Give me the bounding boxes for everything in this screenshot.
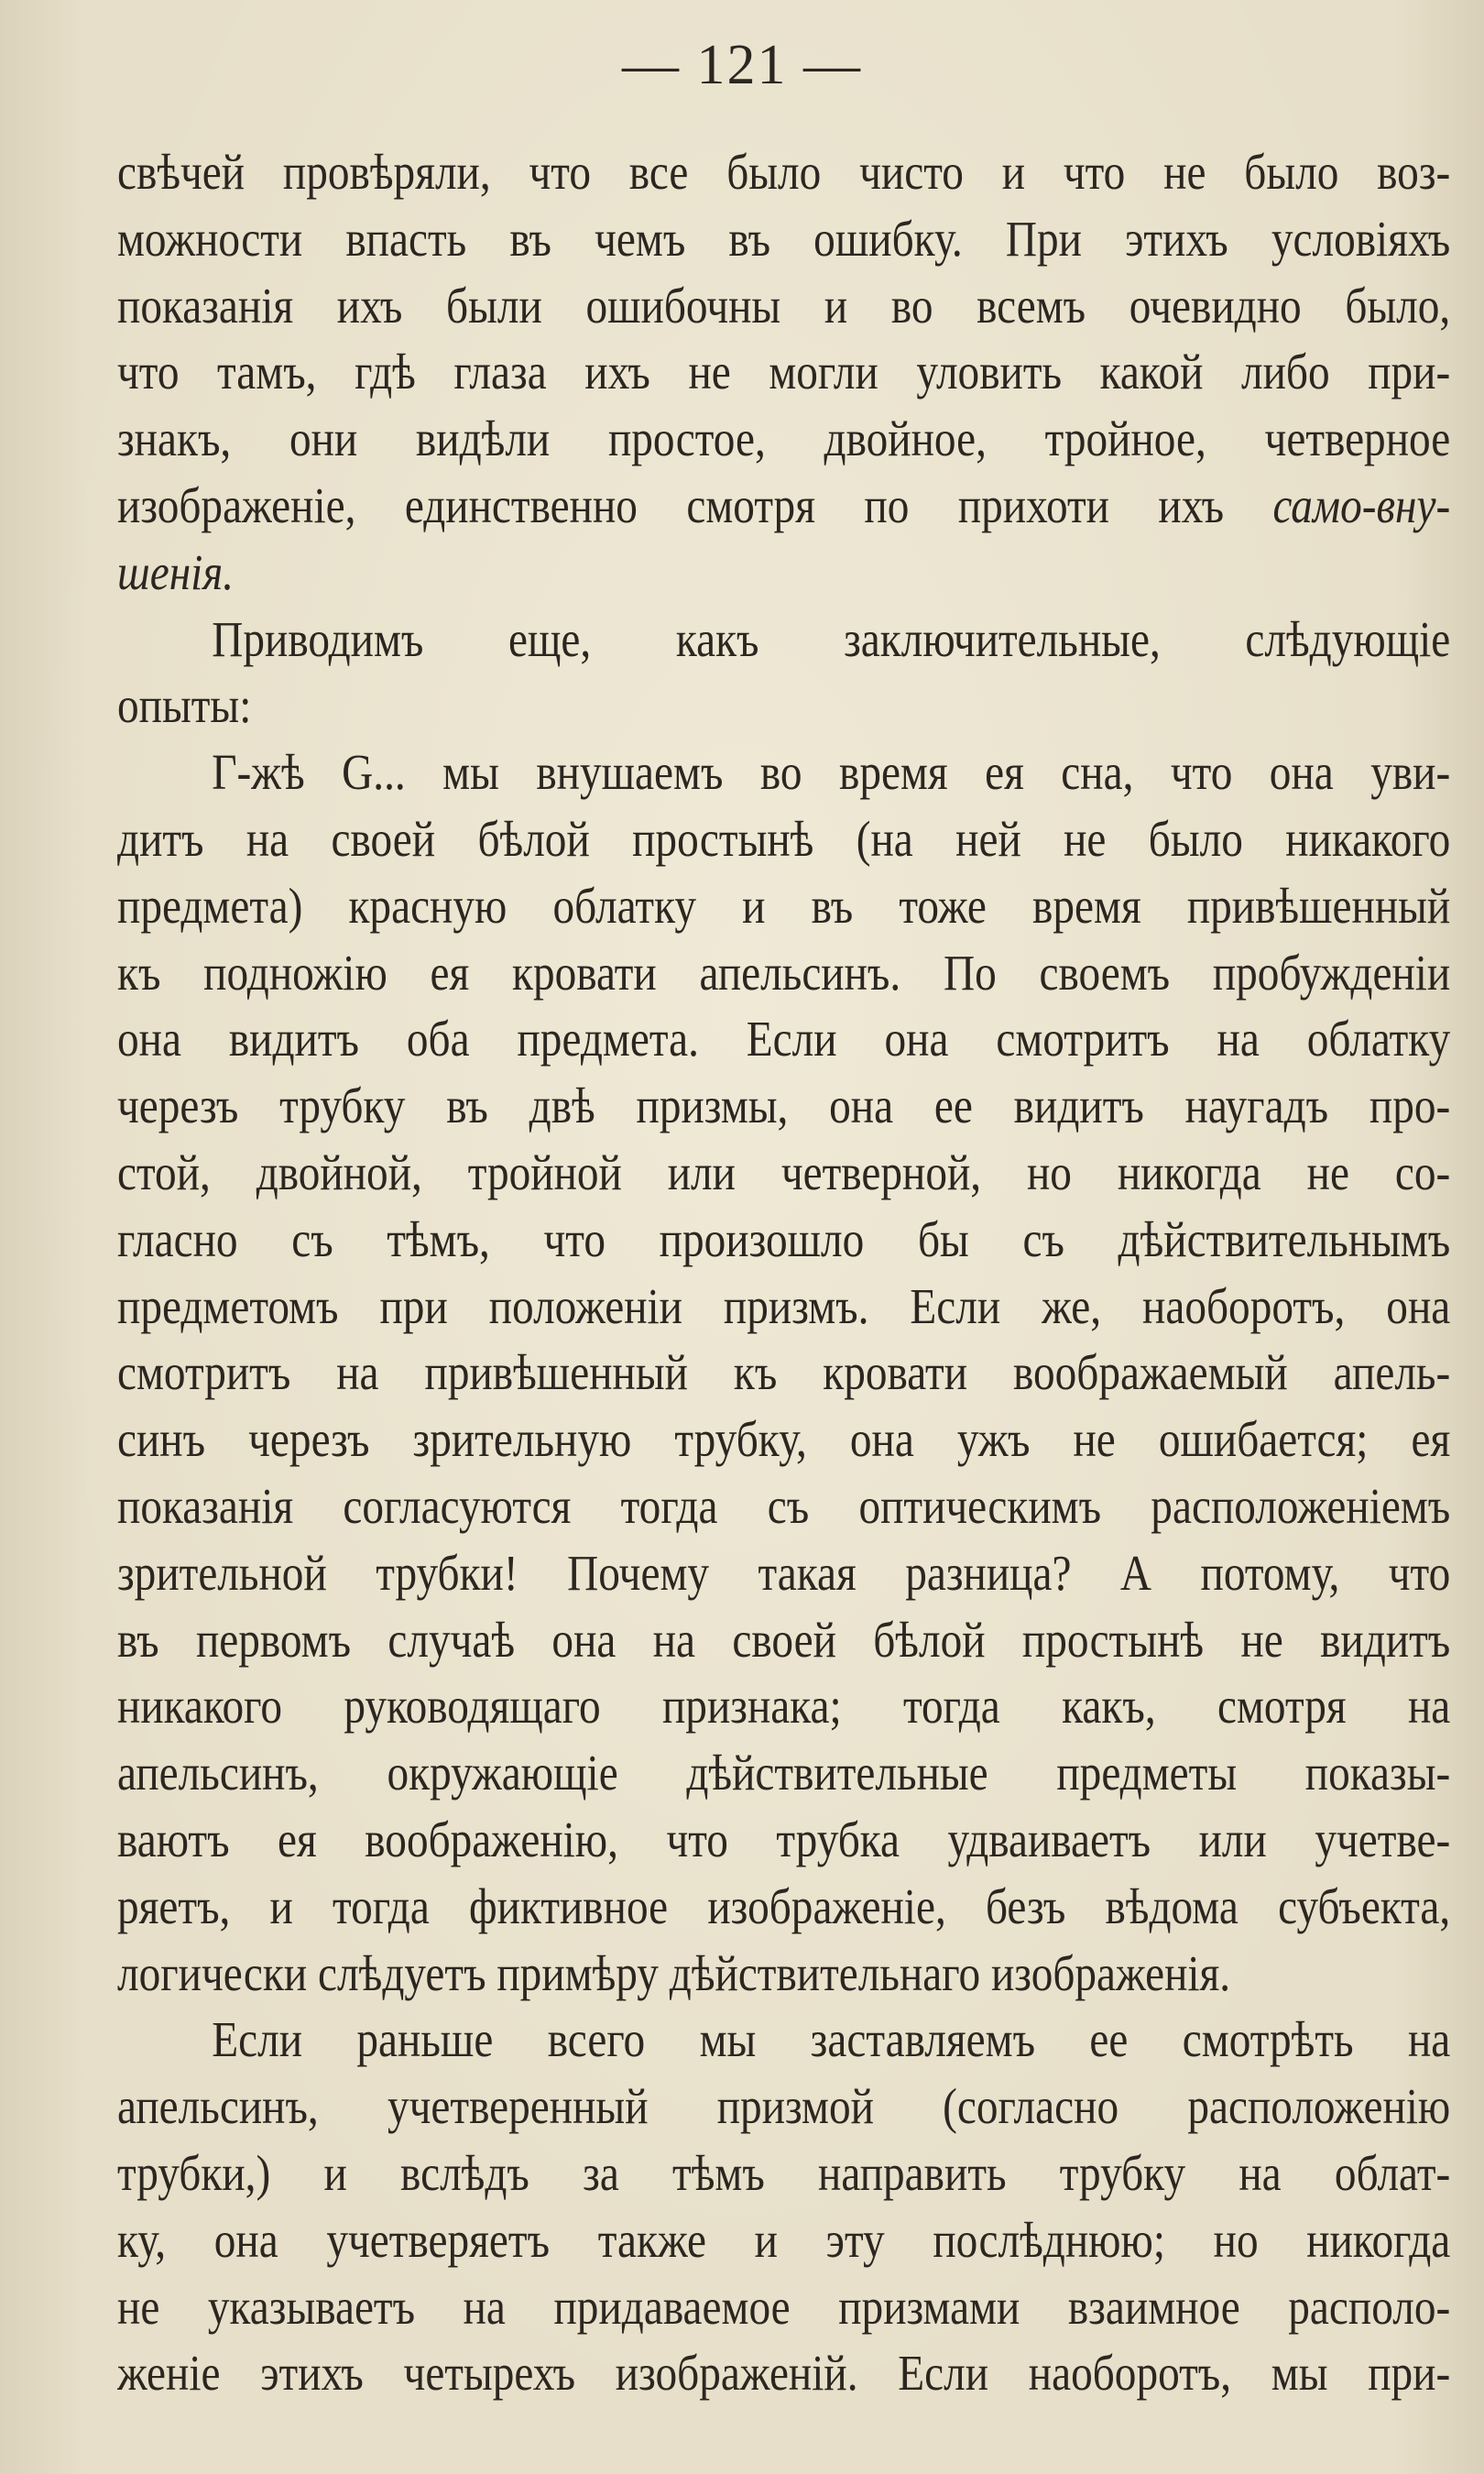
italic-text: шенія. — [117, 543, 235, 600]
line-text: Г-жѣ G... мы внушаемъ во время ея сна, что она уви- — [212, 744, 1451, 801]
text-line — [117, 473, 1450, 540]
line-text: дитъ на своей бѣлой простынѣ (на ней не было никакого — [117, 810, 1451, 867]
text-line — [117, 1006, 1450, 1073]
text-line — [117, 1340, 1450, 1407]
text-line — [117, 2074, 1450, 2140]
text-line — [117, 1673, 1450, 1740]
line-text: знакъ, они видѣли простое, двойное, тройное, четверное — [117, 411, 1451, 467]
line-text: трубки,) и вслѣдъ за тѣмъ направить трубку на облат- — [117, 2144, 1451, 2201]
line-text: можности впасть въ чемъ въ ошибку. При этихъ условіяхъ — [117, 210, 1451, 267]
line-text: никакого руководящаго признака; тогда какъ, смотря на — [117, 1678, 1451, 1735]
text-line — [117, 2274, 1450, 2341]
text-line — [117, 940, 1450, 1007]
text-line — [117, 873, 1450, 940]
line-text: показанія согласуются тогда съ оптическимъ расположеніемъ — [117, 1477, 1451, 1534]
text-line — [117, 739, 1450, 806]
text-line — [117, 139, 1450, 206]
text-line — [117, 2140, 1450, 2207]
line-text: изображеніе, единственно смотря по прихоти ихъ — [117, 476, 1225, 533]
text-line — [117, 607, 1450, 673]
italic-text: само-вну- — [1272, 476, 1451, 533]
line-text: синъ черезъ зрительную трубку, она ужъ не ошибается; ея — [117, 1411, 1451, 1468]
text-line — [117, 206, 1450, 273]
line-text: ку, она учетверяетъ также и эту послѣднюю; но никогда — [117, 2211, 1451, 2268]
line-text: что тамъ, гдѣ глаза ихъ не могли уловить какой либо при- — [117, 344, 1451, 400]
text-line — [117, 1540, 1450, 1607]
text-line — [117, 1607, 1450, 1674]
line-text: зрительной трубки! Почему такая разница? А потому, что — [117, 1544, 1451, 1601]
text-line — [117, 406, 1450, 473]
line-text: предметомъ при положеніи призмъ. Если же, наоборотъ, она — [117, 1277, 1451, 1334]
line-text: ряетъ, и тогда фиктивное изображеніе, безъ вѣдома субъекта, — [117, 1877, 1451, 1934]
line-text: Приводимъ еще, какъ заключительные, слѣдующіе — [212, 610, 1451, 667]
text-line — [117, 1941, 1450, 2008]
line-text: свѣчей провѣряли, что все было чисто и что не было воз- — [117, 144, 1451, 200]
text-line — [117, 273, 1450, 340]
text-line — [117, 673, 1450, 739]
text-line — [117, 1140, 1450, 1207]
body-text — [117, 139, 1450, 2407]
text-line — [117, 1807, 1450, 1874]
line-text: женіе этихъ четырехъ изображеній. Если наоборотъ, мы при- — [117, 2345, 1451, 2402]
line-text: гласно съ тѣмъ, что произошло бы съ дѣйствительнымъ — [117, 1210, 1451, 1267]
text-line — [117, 1740, 1450, 1807]
line-text: предмета) красную облатку и въ тоже время привѣшенный — [117, 877, 1451, 934]
line-text: показанія ихъ были ошибочны и во всемъ очевидно было, — [117, 277, 1451, 334]
line-text: къ подножію ея кровати апельсинъ. По своемъ пробужденіи — [117, 944, 1451, 1001]
text-line — [117, 806, 1450, 873]
line-text: не указываетъ на придаваемое призмами взаимное располо- — [117, 2278, 1451, 2335]
text-line — [117, 2207, 1450, 2274]
text-line — [117, 1073, 1450, 1140]
line-text: она видитъ оба предмета. Если она смотритъ на облатку — [117, 1011, 1451, 1067]
line-text: апельсинъ, учетверенный призмой (согласно расположенію — [117, 2078, 1451, 2135]
page-number: — 121 — — [622, 34, 862, 96]
line-text: смотритъ на привѣшенный къ кровати воображаемый апель- — [117, 1344, 1451, 1401]
line-text: ваютъ ея воображенію, что трубка удваиваетъ или учетве- — [117, 1811, 1451, 1867]
line-text: черезъ трубку въ двѣ призмы, она ее видитъ наугадъ про- — [117, 1078, 1451, 1134]
line-text: логически слѣдуетъ примѣру дѣйствительнаго изображенія. — [117, 1944, 1231, 2001]
text-line — [117, 1874, 1450, 1941]
text-line — [117, 339, 1450, 406]
line-text: опыты: — [117, 677, 252, 734]
line-text: стой, двойной, тройной или четверной, но никогда не со- — [117, 1144, 1451, 1200]
text-line — [117, 1407, 1450, 1473]
text-line — [117, 1473, 1450, 1540]
line-text: Если раньше всего мы заставляемъ ее смотрѣть на — [212, 2011, 1451, 2068]
text-line — [117, 2007, 1450, 2074]
text-line — [117, 2340, 1450, 2407]
line-text: въ первомъ случаѣ она на своей бѣлой простынѣ не видитъ — [117, 1611, 1451, 1668]
text-line — [117, 1274, 1450, 1341]
text-line — [117, 1207, 1450, 1274]
text-line — [117, 540, 1450, 607]
line-text: апельсинъ, окружающіе дѣйствительные предметы показы- — [117, 1745, 1451, 1801]
